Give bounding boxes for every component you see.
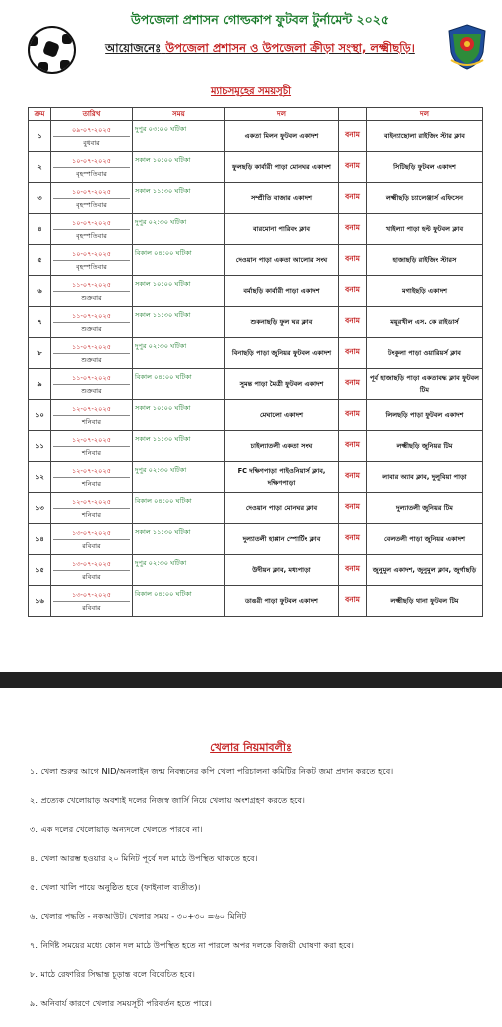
rules-list	[30, 766, 492, 1027]
team-1-cell: বিনাছড়ি পাড়া জুনিয়র ফুটবল একাদশ	[225, 338, 339, 369]
time-cell: সকাল ১১:৩০ ঘটিকা	[133, 524, 225, 555]
time-cell: সকাল ১০:০০ ঘটিকা	[133, 400, 225, 431]
table-row	[29, 183, 483, 214]
vs-cell: বনাম	[339, 586, 367, 617]
date-value: ১৩-০৭-২০২৫	[53, 527, 130, 540]
date-cell	[51, 121, 133, 152]
team-1-cell: দেওয়ান পাড়া একতা আলোর সংঘ	[225, 245, 339, 276]
serial-cell: ১৫	[29, 555, 51, 586]
date-cell	[51, 555, 133, 586]
serial-cell: ২	[29, 152, 51, 183]
team-2-cell: জুনুমুল একাদশ, জুনুমুল ক্লাব, জুর্গাছড়ি	[367, 555, 483, 586]
team-1-cell: উদীয়ন ক্লাব, মধ্যপাড়া	[225, 555, 339, 586]
organizer-line	[80, 40, 440, 59]
time-cell: দুপুর ০২:৩০ ঘটিকা	[133, 462, 225, 493]
col-header-vs	[339, 108, 367, 121]
weekday-value: বৃহস্পতিবার	[76, 262, 107, 271]
team-2-cell: মগাইছড়ি একাদশ	[367, 276, 483, 307]
team-2-cell: লাবার অ্যাব ক্লাব, দুলুবিয়া পাড়া	[367, 462, 483, 493]
team-2-cell: দুল্যাতলী জুনিয়র টিম	[367, 493, 483, 524]
weekday-value: শুক্রবার	[81, 386, 102, 395]
table-row	[29, 493, 483, 524]
rule-item: ২. প্রত্যেক খেলোয়াড় অবশ্যই দলের নিজস্ব জার্সি নিয়ে খেলায় অংশগ্রহণ করতে হবে।	[30, 795, 305, 805]
date-cell	[51, 183, 133, 214]
weekday-value: শুক্রবার	[81, 324, 102, 333]
table-row	[29, 152, 483, 183]
weekday-value: রবিবার	[82, 541, 101, 550]
vs-cell: বনাম	[339, 555, 367, 586]
serial-cell: ১১	[29, 431, 51, 462]
organizer-label: আয়োজনেঃ	[105, 41, 162, 55]
sports-association-logo	[447, 24, 487, 70]
team-1-cell: ফুলছড়ি কার্বারী পাড়া মোনঘর একাদশ	[225, 152, 339, 183]
date-cell	[51, 214, 133, 245]
rule-item: ৪. খেলা আরম্ভ হওয়ার ২০ মিনিট পূর্বে দল মাঠে উপস্থিত থাকতে হবে।	[30, 853, 258, 863]
time-cell: বিকাল ০৪:০০ ঘটিকা	[133, 245, 225, 276]
vs-cell: বনাম	[339, 400, 367, 431]
date-value: ১৩-০৭-২০২৫	[53, 589, 130, 602]
schedule-heading: ম্যাচসমূহের সময়সূচী	[210, 86, 292, 97]
table-row	[29, 400, 483, 431]
serial-cell: ৩	[29, 183, 51, 214]
vs-cell: বনাম	[339, 462, 367, 493]
date-value: ১১-০৭-২০২৫	[53, 310, 130, 323]
serial-cell: ৭	[29, 307, 51, 338]
date-value: ১২-০৭-২০২৫	[53, 403, 130, 416]
date-cell	[51, 524, 133, 555]
team-2-cell: হাজাছড়ি রাইজিং স্টারস	[367, 245, 483, 276]
time-cell: দুপুর ০৩:০০ ঘটিকা	[133, 121, 225, 152]
date-value: ১১-০৭-২০২৫	[53, 279, 130, 292]
serial-cell: ১৬	[29, 586, 51, 617]
table-row	[29, 431, 483, 462]
serial-cell: ১০	[29, 400, 51, 431]
time-cell: দুপুর ০২:৩০ ঘটিকা	[133, 555, 225, 586]
col-header-serial: ক্রম	[29, 108, 51, 121]
weekday-value: রবিবার	[82, 572, 101, 581]
serial-cell: ১৪	[29, 524, 51, 555]
vs-cell: বনাম	[339, 214, 367, 245]
team-2-cell: পূর্ব হাজাছড়ি পাড়া একতাবদ্ধ ক্লাব ফুটবল টিম	[367, 369, 483, 400]
weekday-value: রবিবার	[82, 603, 101, 612]
serial-cell: ১	[29, 121, 51, 152]
date-cell	[51, 276, 133, 307]
weekday-value: শনিবার	[82, 417, 101, 426]
date-value: ১২-০৭-২০২৫	[53, 434, 130, 447]
team-2-cell: লক্ষ্মীছড়ি থানা ফুটবল টিম	[367, 586, 483, 617]
schedule-table	[28, 107, 483, 617]
date-cell	[51, 462, 133, 493]
vs-cell: বনাম	[339, 369, 367, 400]
date-value: ০৯-০৭-২০২৫	[53, 124, 130, 137]
table-row	[29, 121, 483, 152]
table-row	[29, 586, 483, 617]
rule-item: ১. খেলা শুরুর আগে NID/অনলাইন জন্ম নিবন্ধনের কপি খেলা পরিচালনা কমিটির নিকট জমা প্রদান করতে হবে।	[30, 766, 394, 776]
table-row	[29, 214, 483, 245]
date-cell	[51, 400, 133, 431]
weekday-value: শনিবার	[82, 448, 101, 457]
date-value: ১২-০৭-২০২৫	[53, 496, 130, 509]
date-cell	[51, 338, 133, 369]
organizer-name: উপজেলা প্রশাসন ও উপজেলা ক্রীড়া সংস্থা, লক্ষ্মীছড়ি।	[165, 41, 415, 55]
weekday-value: বৃহস্পতিবার	[76, 169, 107, 178]
time-cell: সকাল ১১:৩০ ঘটিকা	[133, 431, 225, 462]
team-2-cell: সিটিছড়ি ফুটবল একাদশ	[367, 152, 483, 183]
team-2-cell: খাইল্যা পাড়া হল্ট ফুটবল ক্লাব	[367, 214, 483, 245]
vs-cell: বনাম	[339, 121, 367, 152]
table-row	[29, 338, 483, 369]
date-value: ১১-০৭-২০২৫	[53, 372, 130, 385]
date-cell	[51, 431, 133, 462]
time-cell: দুপুর ০২:৩০ ঘটিকা	[133, 214, 225, 245]
team-1-cell: শুকনাছড়ি ফুল ঘর ক্লাব	[225, 307, 339, 338]
serial-cell: ৯	[29, 369, 51, 400]
rule-item: ৫. খেলা খালি পায়ে অনুষ্ঠিত হবে (ফাইনাল ব্যতীত)।	[30, 882, 201, 892]
weekday-value: শুক্রবার	[81, 355, 102, 364]
vs-cell: বনাম	[339, 152, 367, 183]
weekday-value: শুক্রবার	[81, 293, 102, 302]
date-value: ১৩-০৭-২০২৫	[53, 558, 130, 571]
weekday-value: শনিবার	[82, 510, 101, 519]
time-cell: বিকাল ০৪:০০ ঘটিকা	[133, 586, 225, 617]
rule-item: ৯. অনিবার্য কারণে খেলার সময়সূচী পরিবর্তন হতে পারে।	[30, 998, 212, 1008]
team-1-cell: চাইল্যাতলী একতা সংঘ	[225, 431, 339, 462]
date-value: ১২-০৭-২০২৫	[53, 465, 130, 478]
time-cell: দুপুর ০২:৩০ ঘটিকা	[133, 338, 225, 369]
weekday-value: বৃহস্পতিবার	[76, 231, 107, 240]
team-1-cell: দুল্যাতলী হাপ্পান স্পোর্টিং ক্লাব	[225, 524, 339, 555]
col-header-time: সময়	[133, 108, 225, 121]
team-2-cell: বাইন্যাছোলা রাইজিং স্টার ক্লাব	[367, 121, 483, 152]
team-2-cell: বেলতলী পাড়া জুনিয়র একাদশ	[367, 524, 483, 555]
rule-item: ৭. নির্দিষ্ট সময়ের মধ্যে কোন দল মাঠে উপস্থিত হতে না পারলে অপর দলকে বিজয়ী ঘোষণা করা হবে।	[30, 940, 354, 950]
date-value: ১০-০৭-২০২৫	[53, 217, 130, 230]
tournament-title: উপজেলা প্রশাসন গোল্ডকাপ ফুটবল টুর্নামেন্ট ২০২৫	[130, 12, 390, 27]
rule-item: ৬. খেলার পদ্ধতি - নকআউট। খেলার সময় - ৩০+৩০ =৬০ মিনিট	[30, 911, 247, 921]
time-cell: বিকাল ০৪:০০ ঘটিকা	[133, 369, 225, 400]
time-cell: বিকাল ০৪:০০ ঘটিকা	[133, 493, 225, 524]
date-value: ১১-০৭-২০২৫	[53, 341, 130, 354]
rule-item: ৩. এক দলের খেলোয়াড় অন্যদলে খেলতে পারবে না।	[30, 824, 203, 834]
table-row	[29, 462, 483, 493]
team-1-cell: সুমন্ত পাড়া মৈত্রী ফুটবল একাদশ	[225, 369, 339, 400]
time-cell: সকাল ১০:০০ ঘটিকা	[133, 152, 225, 183]
page-divider	[0, 672, 502, 688]
team-2-cell: লক্ষ্মীছড়ি জুনিয়র টিম	[367, 431, 483, 462]
vs-cell: বনাম	[339, 431, 367, 462]
table-row	[29, 276, 483, 307]
vs-cell: বনাম	[339, 338, 367, 369]
time-cell: সকাল ১০:০০ ঘটিকা	[133, 276, 225, 307]
date-cell	[51, 307, 133, 338]
time-cell: সকাল ১১:৩০ ঘটিকা	[133, 307, 225, 338]
serial-cell: ১২	[29, 462, 51, 493]
table-row	[29, 369, 483, 400]
table-row	[29, 555, 483, 586]
time-cell: সকাল ১১:৩০ ঘটিকা	[133, 183, 225, 214]
weekday-value: বৃহস্পতিবার	[76, 200, 107, 209]
weekday-value: বুধবার	[83, 138, 100, 147]
team-2-cell: টংকুলা পাড়া ওয়ারিয়র্স ক্লাব	[367, 338, 483, 369]
date-cell	[51, 152, 133, 183]
team-2-cell: ময়ূরখীল এস. কে রাইডার্স	[367, 307, 483, 338]
rule-item: ৮. মাঠে রেফারির সিদ্ধান্ত চূড়ান্ত বলে বিবেচিত হবে।	[30, 969, 195, 979]
football-icon	[28, 26, 76, 74]
team-1-cell: FC দক্ষিণপাড়া পাইওনিয়ার্স ক্লাব, দক্ষিণপাড়া	[225, 462, 339, 493]
vs-cell: বনাম	[339, 307, 367, 338]
col-header-team-1: দল	[225, 108, 339, 121]
date-cell	[51, 586, 133, 617]
col-header-team-2: দল	[367, 108, 483, 121]
date-value: ১০-০৭-২০২৫	[53, 248, 130, 261]
serial-cell: ৮	[29, 338, 51, 369]
team-1-cell: মেঘালো একাদশ	[225, 400, 339, 431]
weekday-value: শনিবার	[82, 479, 101, 488]
team-2-cell: লিলছড়ি পাড়া ফুটবল একাদশ	[367, 400, 483, 431]
team-1-cell: বারমোনা পারিবং ক্লাব	[225, 214, 339, 245]
team-1-cell: একতা মিলন ফুটবল একাদশ	[225, 121, 339, 152]
serial-cell: ৫	[29, 245, 51, 276]
serial-cell: ৬	[29, 276, 51, 307]
date-cell	[51, 245, 133, 276]
table-row	[29, 524, 483, 555]
vs-cell: বনাম	[339, 276, 367, 307]
vs-cell: বনাম	[339, 524, 367, 555]
date-cell	[51, 369, 133, 400]
table-row	[29, 245, 483, 276]
date-value: ১০-০৭-২০২৫	[53, 155, 130, 168]
vs-cell: বনাম	[339, 493, 367, 524]
vs-cell: বনাম	[339, 245, 367, 276]
team-1-cell: দেওয়ান পাড়া মোনঘর ক্লাব	[225, 493, 339, 524]
schedule-body	[29, 121, 483, 617]
team-1-cell: ডাঙরী পাড়া ফুটবল একাদশ	[225, 586, 339, 617]
date-cell	[51, 493, 133, 524]
serial-cell: ১৩	[29, 493, 51, 524]
table-header-row	[29, 108, 483, 121]
vs-cell: বনাম	[339, 183, 367, 214]
date-value: ১০-০৭-২০২৫	[53, 186, 130, 199]
table-row	[29, 307, 483, 338]
team-2-cell: লক্ষ্মীছড়ি চ্যালেঞ্জার্স এফিসেন	[367, 183, 483, 214]
serial-cell: ৪	[29, 214, 51, 245]
team-1-cell: সম্প্রীতি বাজার একাদশ	[225, 183, 339, 214]
rules-heading: খেলার নিয়মাবলীঃ	[210, 741, 292, 754]
team-1-cell: বর্মাছড়ি কার্বারী পাড়া একাদশ	[225, 276, 339, 307]
col-header-date: তারিখ	[51, 108, 133, 121]
